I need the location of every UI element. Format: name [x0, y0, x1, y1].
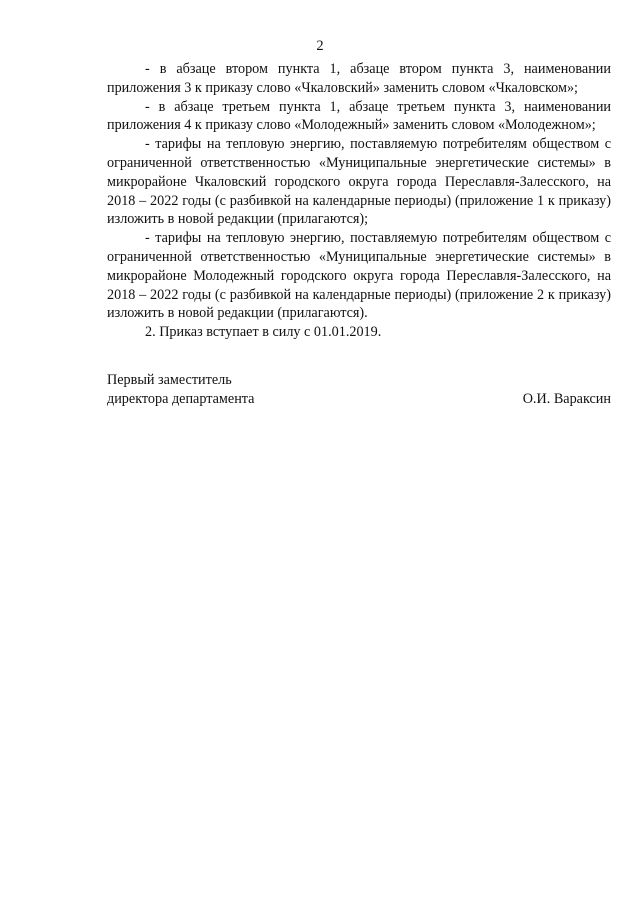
signer-position-line-1: Первый заместитель: [107, 372, 232, 388]
signature-block: [107, 371, 611, 409]
paragraph-tariffs-molodezhny: - тарифы на тепловую энергию, поставляемую потребителям обществом с ограниченной ответственностью «Муниципальные энергетические системы» в микрорайоне Молодежный городского округа города Переславля-Залесского, на 2018 – 2022 годы (с разбивкой на календарные периоды) (приложение 2 к приказу) изложить в новой редакции (прилагаются).: [107, 230, 611, 322]
paragraph-amend-molodezhny: - в абзаце третьем пункта 1, абзаце третьем пункта 3, наименовании приложения 4 к приказу слово «Молодежный» заменить словом «Молодежном»;: [107, 98, 611, 134]
paragraph-effective-date: 2. Приказ вступает в силу с 01.01.2019.: [145, 324, 382, 341]
signer-position-line-2: директора департамента: [107, 390, 255, 407]
signer-name: О.И. Вараксин: [522, 390, 611, 407]
document-body: [107, 60, 611, 342]
page-number: 2: [316, 38, 324, 54]
signature-title-line-2: [107, 390, 611, 409]
paragraph-tariffs-chkalovsky: - тарифы на тепловую энергию, поставляемую потребителям обществом с ограниченной ответственностью «Муниципальные энергетические системы» в микрорайоне Чкаловский городского округа города Переславля-Залесского, на 2018 – 2022 годы (с разбивкой на календарные периоды) (приложение 1 к приказу) изложить в новой редакции (прилагаются);: [107, 136, 611, 228]
signature-title-line-1: [107, 371, 611, 390]
paragraph-amend-chkalovsky: - в абзаце втором пункта 1, абзаце втором пункта 3, наименовании приложения 3 к приказу слово «Чкаловский» заменить словом «Чкаловском»;: [107, 61, 611, 96]
